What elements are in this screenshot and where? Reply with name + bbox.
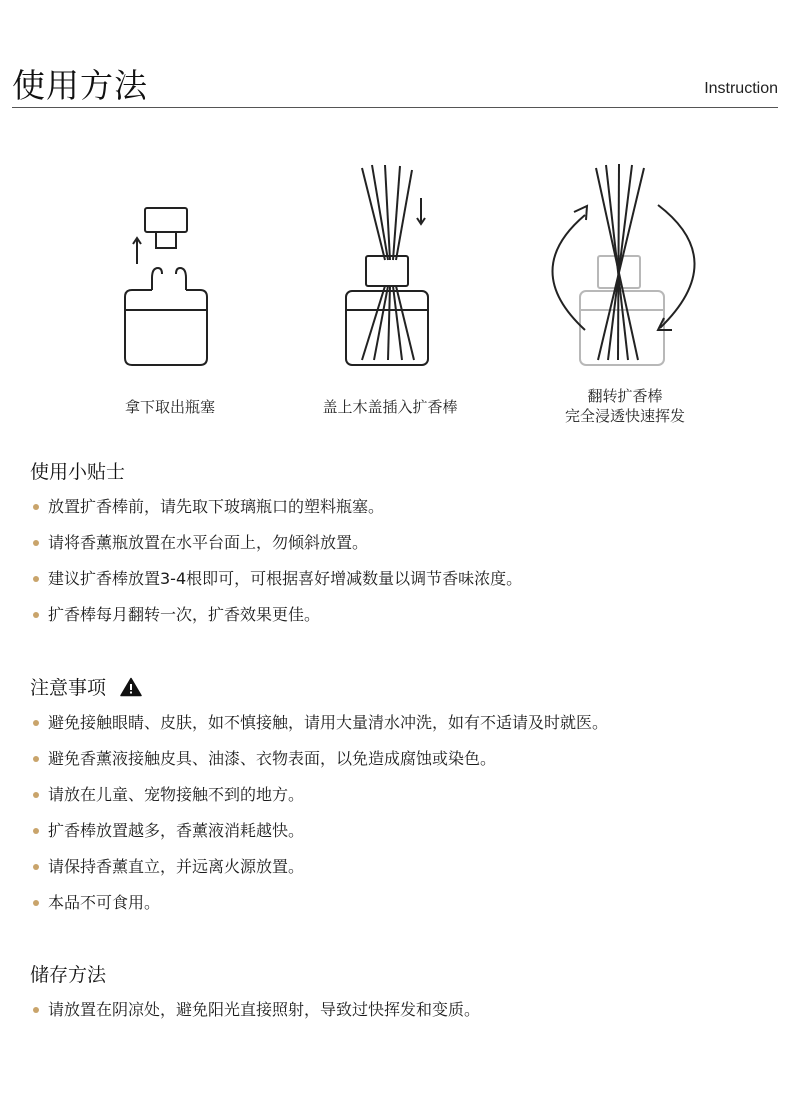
storage-list [30, 999, 480, 1035]
list-item: 扩香棒每月翻转一次，扩香效果更佳。 [30, 604, 522, 640]
list-item: 本品不可食用。 [30, 892, 608, 928]
list-item: 避免接触眼睛、皮肤，如不慎接触，请用大量清水冲洗，如有不适请及时就医。 [30, 712, 608, 748]
tips-list [30, 496, 522, 640]
bullet-dot [33, 864, 39, 870]
bullet-dot [33, 900, 39, 906]
flip-reeds-illustration [540, 160, 710, 370]
list-item: 建议扩香棒放置3-4根即可，可根据喜好增减数量以调节香味浓度。 [30, 568, 522, 604]
step-3-caption [525, 386, 725, 426]
page-subtitle: Instruction [704, 80, 778, 97]
cautions-heading: 注意事项 [30, 673, 142, 702]
page-title: 使用方法 [12, 66, 148, 105]
step-1-caption: 拿下取出瓶塞 [124, 398, 215, 416]
remove-stopper-illustration [110, 160, 230, 370]
list-item: 请保持香薰直立，并远离火源放置。 [30, 856, 608, 892]
bullet-dot [33, 792, 39, 798]
storage-heading: 储存方法 [30, 964, 107, 986]
list-item: 请将香薰瓶放置在水平台面上，勿倾斜放置。 [30, 532, 522, 568]
list-item: 避免香薰液接触皮具、油漆、衣物表面，以免造成腐蚀或染色。 [30, 748, 608, 784]
bullet-dot [33, 756, 39, 762]
bullet-dot [33, 540, 39, 546]
bullet-dot [33, 1007, 39, 1013]
bullet-dot [33, 828, 39, 834]
warning-icon [120, 677, 142, 702]
bullet-dot [33, 504, 39, 510]
list-item: 放置扩香棒前，请先取下玻璃瓶口的塑料瓶塞。 [30, 496, 522, 532]
list-item: 扩香棒放置越多，香薰液消耗越快。 [30, 820, 608, 856]
insert-reeds-illustration [330, 160, 450, 370]
step-3-caption-line1: 翻转扩香棒 [587, 387, 663, 405]
title-divider [12, 107, 778, 108]
bullet-dot [33, 720, 39, 726]
cautions-list [30, 712, 608, 928]
tips-heading: 使用小贴士 [30, 461, 126, 483]
bullet-dot [33, 576, 39, 582]
step-3-caption-line2: 完全浸透快速挥发 [564, 407, 685, 425]
list-item: 请放置在阴凉处，避免阳光直接照射，导致过快挥发和变质。 [30, 999, 480, 1035]
list-item: 请放在儿童、宠物接触不到的地方。 [30, 784, 608, 820]
step-2-caption: 盖上木盖插入扩香棒 [322, 398, 458, 416]
bullet-dot [33, 612, 39, 618]
